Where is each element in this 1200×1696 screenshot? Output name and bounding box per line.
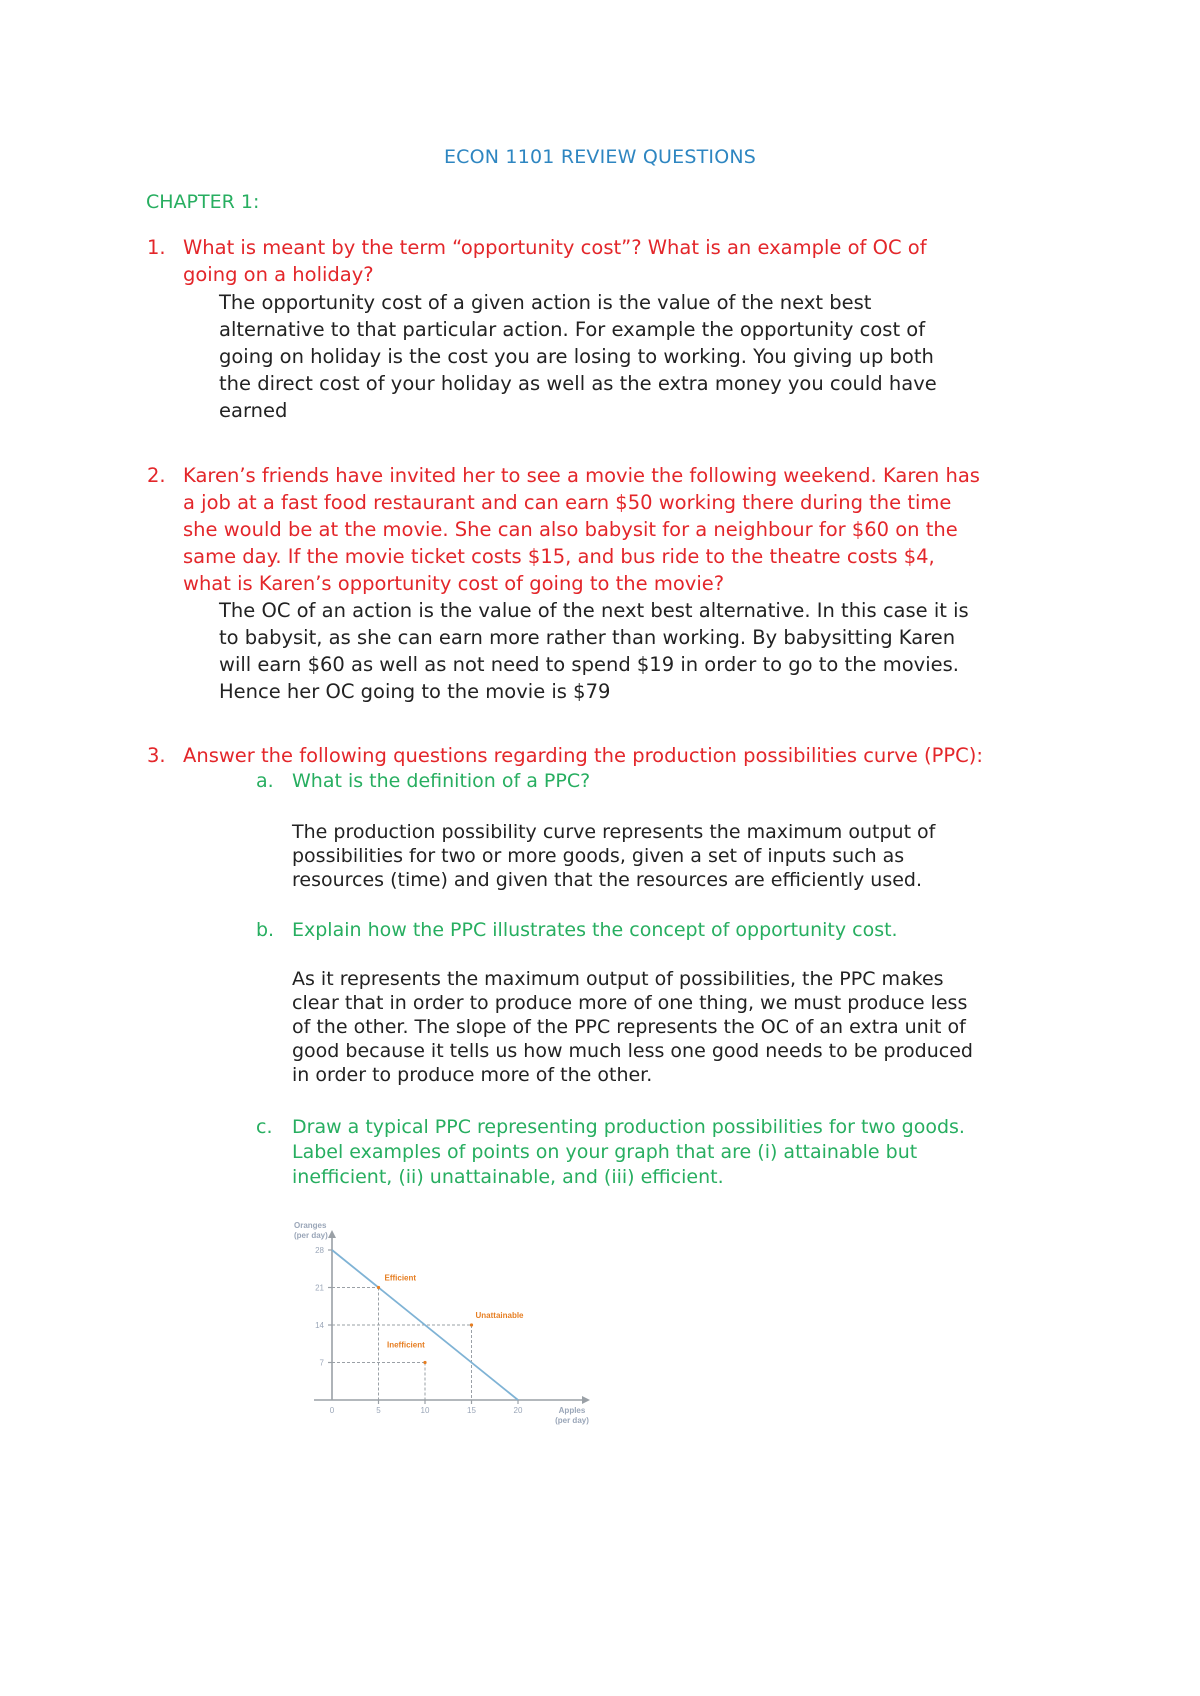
question-3c-line: inefficient, (ii) unattainable, and (iii) efficient. [292, 1166, 724, 1188]
ppc-chart [290, 1222, 670, 1462]
question-1-number: 1. [147, 236, 166, 259]
question-3c-letter: c. [256, 1116, 273, 1138]
point-marker [470, 1323, 473, 1326]
point-marker [377, 1286, 380, 1289]
answer-3b [292, 967, 973, 1087]
answer-2-line: will earn $60 as well as not need to spend $19 in order to go to the movies. [219, 653, 959, 676]
x-axis-label: Apples [558, 1406, 586, 1415]
x-tick-label: 10 [420, 1406, 430, 1415]
answer-3b-line: good because it tells us how much less one good needs to be produced [292, 1040, 973, 1062]
answer-3b-line: in order to produce more of the other. [292, 1064, 653, 1086]
answer-1-line: earned [219, 399, 288, 422]
x-axis-label-unit: (per day) [555, 1416, 589, 1425]
question-2-line: a job at a fast food restaurant and can earn $50 working there during the time [183, 491, 952, 514]
question-1-line-1: What is meant by the term “opportunity cost”? What is an example of OC of [183, 236, 927, 259]
question-2 [147, 462, 980, 597]
question-1-line-2: going on a holiday? [183, 263, 374, 286]
tick-labels [315, 1246, 523, 1415]
point-label: Efficient [384, 1273, 417, 1283]
answer-2-line: The OC of an action is the value of the next best alternative. In this case it is [219, 599, 969, 622]
question-3-line: Answer the following questions regarding the production possibilities curve (PPC): [183, 744, 983, 767]
answer-3a [292, 820, 935, 892]
x-tick-label: 20 [513, 1406, 523, 1415]
question-3a-text: What is the definition of a PPC? [292, 770, 591, 792]
y-axis-label: Oranges [294, 1222, 327, 1230]
answer-1-line: the direct cost of your holiday as well as the extra money you could have [219, 372, 937, 395]
point-label: Unattainable [475, 1311, 524, 1320]
y-tick-label: 28 [315, 1246, 324, 1255]
answer-1-line: going on holiday is the cost you are losing to working. You giving up both [219, 345, 934, 368]
answer-3a-line: resources (time) and given that the resources are efficiently used. [292, 869, 923, 891]
answer-3b-line: of the other. The slope of the PPC represents the OC of an extra unit of [292, 1016, 966, 1038]
question-3a [256, 769, 591, 794]
question-3c-line: Draw a typical PPC representing production possibilities for two goods. [292, 1116, 965, 1138]
document-title: ECON 1101 REVIEW QUESTIONS [443, 146, 757, 168]
y-tick-label: 21 [315, 1283, 324, 1293]
chart-axes [314, 1230, 590, 1404]
y-axis-label-unit: (per day) [294, 1231, 328, 1240]
answer-1 [219, 289, 937, 424]
answer-1-line: The opportunity cost of a given action is the value of the next best [219, 291, 872, 314]
question-3c-line: Label examples of points on your graph that are (i) attainable but [292, 1141, 918, 1163]
x-tick-label: 5 [376, 1406, 381, 1415]
x-tick-label: 15 [467, 1406, 476, 1415]
question-2-line: same day. If the movie ticket costs $15, and bus ride to the theatre costs $4, [183, 545, 935, 568]
question-3b [256, 918, 898, 943]
point-label: Inefficient [387, 1340, 425, 1350]
question-3a-letter: a. [256, 770, 274, 792]
answer-3b-line: clear that in order to produce more of one thing, we must produce less [292, 992, 968, 1014]
question-2-line: she would be at the movie. She can also babysit for a neighbour for $60 on the [183, 518, 958, 541]
question-2-number: 2. [147, 464, 166, 487]
answer-3a-line: possibilities for two or more goods, given a set of inputs such as [292, 845, 905, 867]
answer-3a-line: The production possibility curve represents the maximum output of [292, 821, 936, 843]
question-2-line: what is Karen’s opportunity cost of going to the movie? [183, 572, 725, 595]
question-2-line: Karen’s friends have invited her to see a movie the following weekend. Karen has [183, 464, 980, 487]
y-axis-arrow [328, 1230, 336, 1238]
y-tick-label: 14 [315, 1321, 324, 1330]
question-3 [147, 742, 983, 769]
point-marker [423, 1361, 426, 1364]
y-tick-label: 7 [319, 1358, 324, 1368]
question-1 [147, 234, 927, 288]
answer-1-line: alternative to that particular action. For example the opportunity cost of [219, 318, 926, 341]
answer-3b-line: As it represents the maximum output of possibilities, the PPC makes [292, 968, 944, 990]
question-3-number: 3. [147, 744, 166, 767]
answer-2 [219, 597, 969, 705]
x-axis-arrow [582, 1396, 590, 1404]
point-markers [377, 1274, 524, 1365]
answer-2-line: Hence her OC going to the movie is $79 [219, 680, 611, 703]
chapter-heading: CHAPTER 1: [146, 191, 260, 213]
answer-2-line: to babysit, as she can earn more rather than working. By babysitting Karen [219, 626, 956, 649]
question-3c [256, 1115, 965, 1190]
question-3b-text: Explain how the PPC illustrates the concept of opportunity cost. [292, 919, 898, 941]
x-tick-label: 0 [329, 1406, 335, 1415]
question-3b-letter: b. [256, 919, 275, 941]
